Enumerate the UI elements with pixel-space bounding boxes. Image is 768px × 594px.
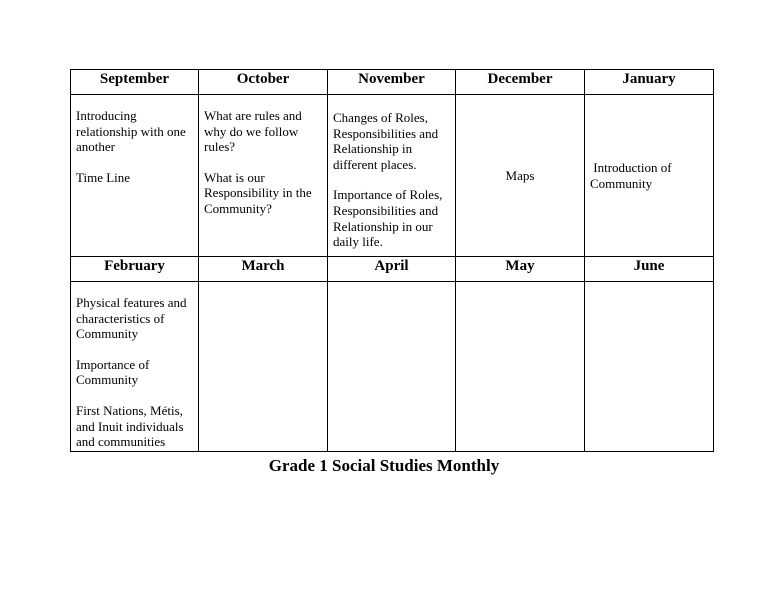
- topic-text: Physical features and characteristics of Community: [76, 295, 187, 342]
- cell-november: [328, 95, 456, 257]
- cell-march: [199, 282, 328, 452]
- cell-february: [71, 282, 199, 452]
- month-header-november: November: [328, 70, 456, 95]
- cell-june: [585, 282, 714, 452]
- month-header-june: June: [585, 257, 714, 282]
- month-header-september: September: [71, 70, 199, 95]
- spacer: [333, 172, 450, 187]
- cell-january: [585, 95, 714, 257]
- topic-text: Introducing relationship with one another: [76, 108, 186, 155]
- spacer: [76, 342, 193, 357]
- topic-text: Importance of Roles, Responsibilities and Relationship in our daily life.: [333, 187, 443, 250]
- document-title: Grade 1 Social Studies Monthly: [268, 456, 500, 475]
- topic-text: What is our Responsibility in the Community?: [204, 169, 312, 216]
- topic-text: Time Line: [76, 169, 131, 185]
- month-header-february: February: [71, 257, 199, 282]
- topic-text: First Nations, Métis, and Inuit individuals and communities: [76, 402, 184, 450]
- month-header-october: October: [199, 70, 328, 95]
- topic-text: What are rules and why do we follow rules?: [204, 108, 302, 155]
- month-header-december: December: [456, 70, 585, 95]
- content-row-1: [71, 95, 714, 257]
- spacer: [76, 155, 193, 170]
- month-header-april: April: [328, 257, 456, 282]
- month-header-march: March: [199, 257, 328, 282]
- topic-text: Maps: [505, 167, 535, 183]
- topic-text: Changes of Roles, Responsibilities and Relationship in different places.: [333, 110, 439, 172]
- cell-april: [328, 282, 456, 452]
- header-row-1: [71, 70, 714, 95]
- month-header-january: January: [585, 70, 714, 95]
- cell-may: [456, 282, 585, 452]
- month-header-may: May: [456, 257, 585, 282]
- cell-december: [456, 95, 585, 257]
- spacer: [204, 155, 322, 170]
- monthly-plan-table: [70, 69, 714, 452]
- header-row-2: [71, 257, 714, 282]
- cell-october: [199, 95, 328, 257]
- topic-text: Importance of Community: [76, 356, 150, 388]
- cell-september: [71, 95, 199, 257]
- spacer: [76, 388, 193, 403]
- topic-text: Introduction of Community: [590, 159, 675, 191]
- content-row-2: [71, 282, 714, 452]
